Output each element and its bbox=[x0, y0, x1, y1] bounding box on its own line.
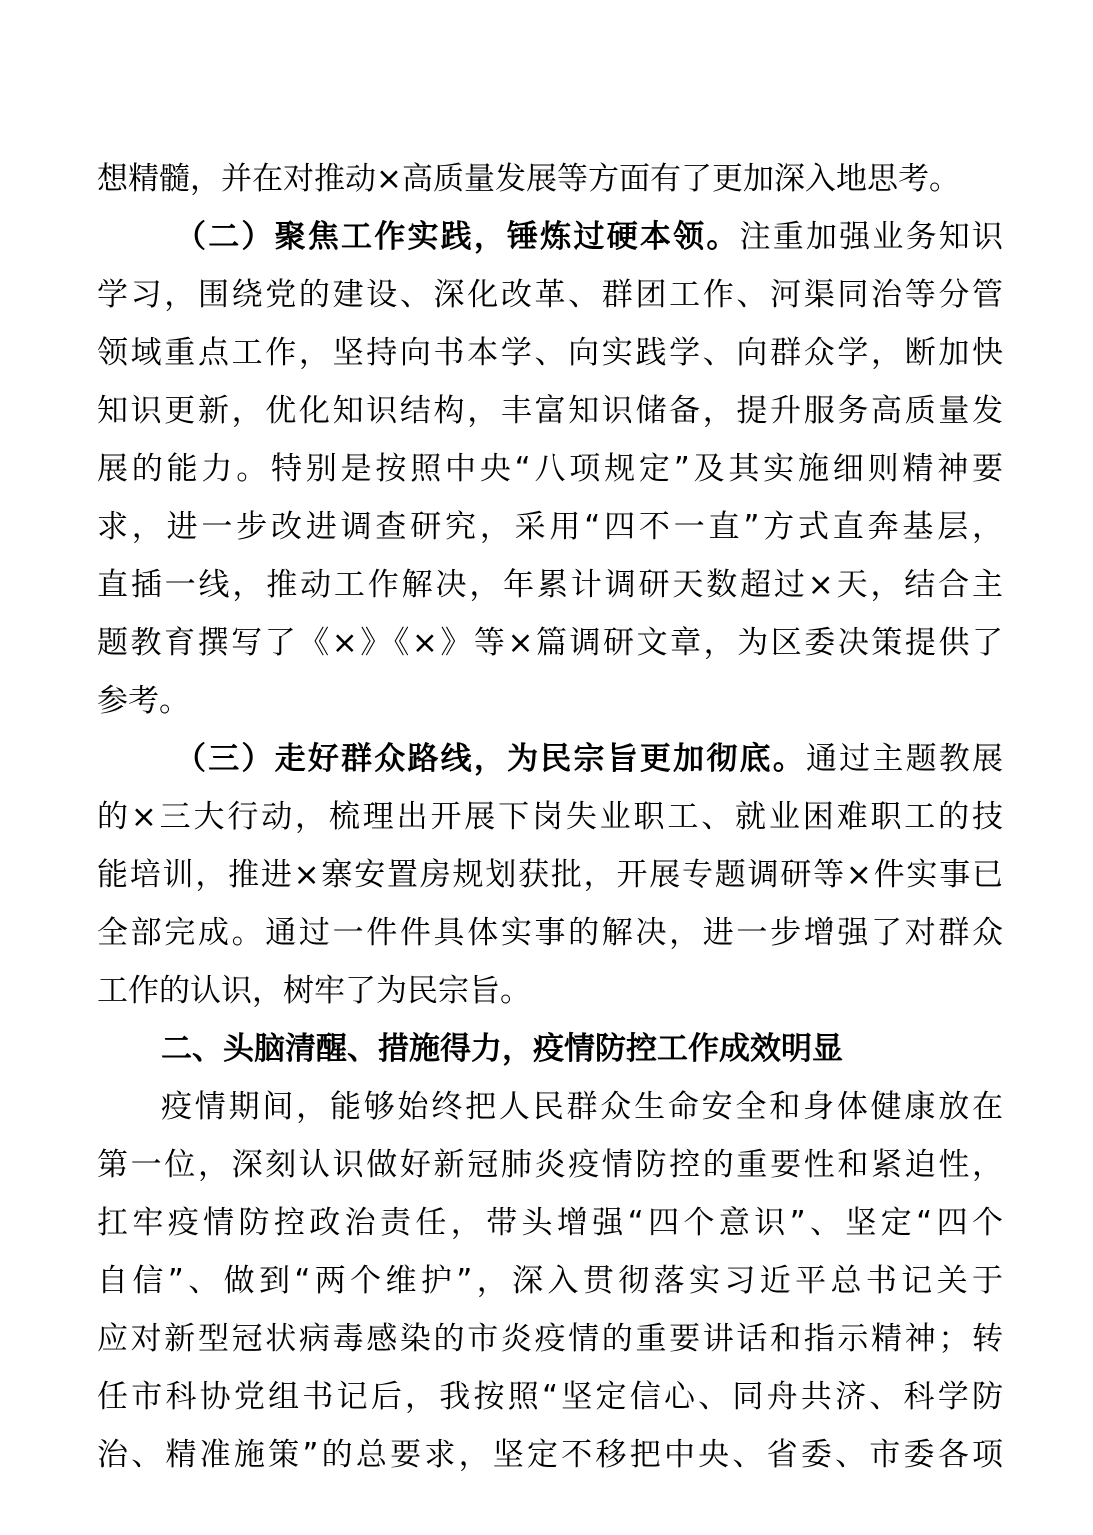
paragraph-3-heading: （三）走好群众路线，为民宗旨更加彻底。 bbox=[175, 741, 806, 777]
text-line: 学习，围绕党的建设、深化改革、群团工作、河渠同治等分管 bbox=[97, 277, 1003, 313]
text-line: 知识更新，优化知识结构，丰富知识储备，提升服务高质量发 bbox=[97, 393, 1003, 429]
text-line: 自信”、做到“两个维护”，深入贯彻落实习近平总书记关于 bbox=[97, 1263, 1003, 1299]
text-line: 参考。 bbox=[97, 683, 190, 719]
text-line: 扛牢疫情防控政治责任，带头增强“四个意识”、坚定“四个 bbox=[97, 1205, 1003, 1241]
section-heading: 二、头脑清醒、措施得力，疫情防控工作成效明显 bbox=[161, 1031, 843, 1067]
text-line: 工作的认识，树牢了为民宗旨。 bbox=[97, 973, 531, 1009]
text-line: 第一位，深刻认识做好新冠肺炎疫情防控的重要性和紧迫性， bbox=[97, 1147, 1003, 1183]
text-line: 全部完成。通过一件件具体实事的解决，进一步增强了对群众 bbox=[97, 915, 1003, 951]
document-body bbox=[97, 150, 1003, 1484]
paragraph-4-first-line: 疫情期间，能够始终把人民群众生命安全和身体健康放在 bbox=[161, 1089, 1003, 1125]
text-line: 的×三大行动，梳理出开展下岗失业职工、就业困难职工的技 bbox=[97, 799, 1003, 835]
text-line: 治、精准施策”的总要求，坚定不移把中央、省委、市委各项 bbox=[97, 1437, 1003, 1473]
text-line: 求，进一步改进调查研究，采用“四不一直”方式直奔基层， bbox=[97, 509, 1003, 545]
text-line: 任市科协党组书记后，我按照“坚定信心、同舟共济、科学防 bbox=[97, 1379, 1003, 1415]
text-line: 直插一线，推动工作解决，年累计调研天数超过×天，结合主 bbox=[97, 567, 1003, 603]
paragraph-3-first-line bbox=[97, 730, 1003, 788]
paragraph-2-text: 注重加强业务知识 bbox=[739, 219, 1003, 255]
text-line: 能培训，推进×寨安置房规划获批，开展专题调研等×件实事已 bbox=[97, 857, 1003, 893]
paragraph-3-text: 通过主题教展 bbox=[805, 741, 1003, 777]
paragraph-2-first-line bbox=[97, 208, 1003, 266]
text-line: 应对新型冠状病毒感染的市炎疫情的重要讲话和指示精神；转 bbox=[97, 1321, 1003, 1357]
text-line: 想精髓，并在对推动×高质量发展等方面有了更加深入地思考。 bbox=[97, 161, 960, 197]
text-line: 展的能力。特别是按照中央“八项规定”及其实施细则精神要 bbox=[97, 451, 1003, 487]
paragraph-2-heading: （二）聚焦工作实践，锤炼过硬本领。 bbox=[175, 219, 740, 255]
text-line: 领域重点工作，坚持向书本学、向实践学、向群众学，断加快 bbox=[97, 335, 1003, 371]
text-line: 题教育撰写了《×》《×》等×篇调研文章，为区委决策提供了 bbox=[97, 625, 1003, 661]
